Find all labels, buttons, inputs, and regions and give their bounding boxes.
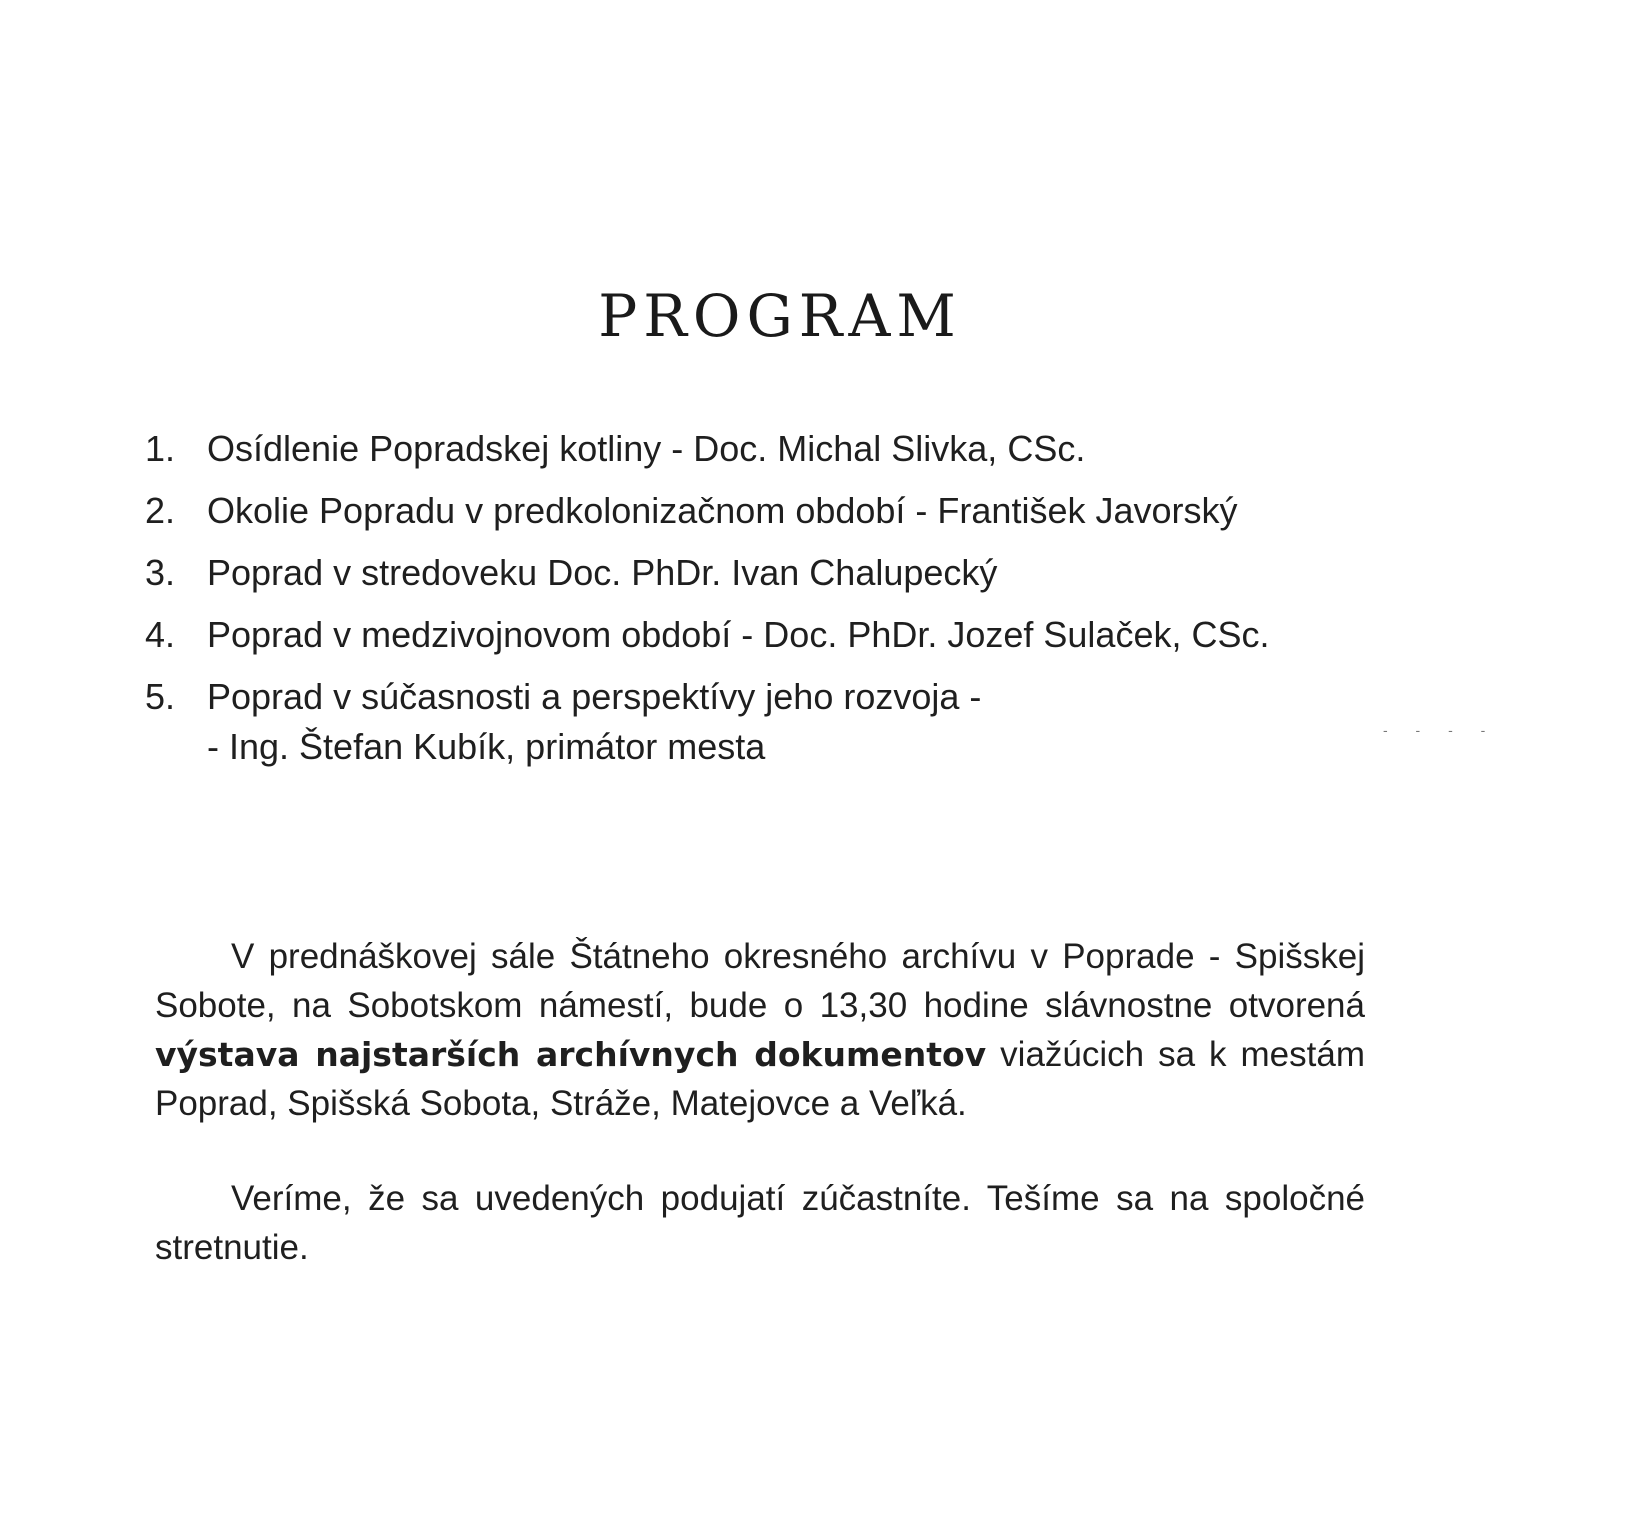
program-item-1 — [145, 418, 1445, 480]
program-item-text: Poprad v súčasnosti a perspektívy jeho rozvoja - — [207, 676, 982, 717]
exhibition-text-end: viažúcich sa k mestám Poprad, Spišská Sobota, Stráže, Matejovce a Veľká. — [155, 1035, 1365, 1123]
program-item-continuation: - Ing. Štefan Kubík, primátor mesta — [207, 726, 766, 767]
program-item-number: 1. — [145, 428, 176, 469]
closing-paragraph — [155, 1174, 1365, 1272]
exhibition-paragraph — [155, 932, 1365, 1128]
program-item-number: 4. — [145, 614, 176, 655]
program-item-number: 5. — [145, 676, 176, 717]
page-title: PROGRAM — [598, 282, 962, 350]
exhibition-text-start: V prednáškovej sále Štátneho okresného archívu v Poprade - Spišskej Sobote, na Sobotskom námestí, bude o 13,30 hodine slávnostne otvorená — [155, 937, 1365, 1025]
margin-dash-marks: - - - - — [1383, 722, 1498, 738]
program-item-3 — [145, 542, 1445, 604]
program-item-number: 3. — [145, 552, 176, 593]
program-item-text: Poprad v medzivojnovom období - Doc. PhDr. Jozef Sulaček, CSc. — [207, 614, 1270, 655]
program-item-5 — [145, 666, 1445, 778]
program-item-text: Okolie Popradu v predkolonizačnom období - František Javorský — [207, 490, 1238, 531]
exhibition-highlight: výstava najstarších archívnych dokumentov — [155, 1035, 987, 1074]
program-item-4 — [145, 604, 1445, 666]
program-item-2 — [145, 480, 1445, 542]
program-item-text: Poprad v stredoveku Doc. PhDr. Ivan Chalupecký — [207, 552, 998, 593]
closing-text: Veríme, že sa uvedených podujatí zúčastníte. Tešíme sa na spoločné stretnutie. — [155, 1179, 1365, 1267]
program-item-number: 2. — [145, 490, 176, 531]
program-item-text: Osídlenie Popradskej kotliny - Doc. Michal Slivka, CSc. — [207, 428, 1086, 469]
program-list — [145, 418, 1445, 778]
